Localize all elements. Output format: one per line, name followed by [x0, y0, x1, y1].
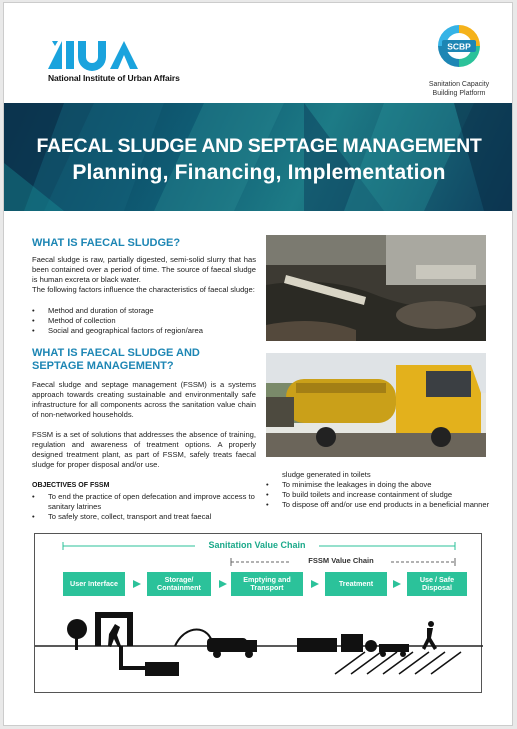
list-item: • Social and geographical factors of region/area	[32, 326, 256, 336]
sanitation-value-chain-title: Sanitation Value Chain	[208, 540, 306, 550]
objectives-list-left	[32, 492, 256, 522]
fssm-heading-line2: SEPTAGE MANAGEMENT?	[32, 360, 174, 372]
factors-intro: The following factors influence the characteristics of faecal sludge:	[32, 285, 255, 294]
what-is-fssm-heading	[32, 347, 256, 373]
list-item: • To dispose off and/or use end products in a beneficial manner	[266, 500, 492, 510]
what-is-faecal-sludge-heading: WHAT IS FAECAL SLUDGE?	[32, 237, 181, 249]
step-treatment: Treatment	[325, 572, 387, 596]
list-item: • Method and duration of storage	[32, 306, 256, 316]
objectives-title: OBJECTIVES OF FSSM	[32, 482, 110, 489]
niua-logo-mark	[48, 39, 144, 71]
scbp-caption	[424, 80, 494, 98]
list-item: • To safely store, collect, transport and treat faecal	[32, 512, 256, 522]
objectives-continuation: sludge generated in toilets	[282, 470, 371, 479]
fssm-value-chain-title: FSSM Value Chain	[308, 556, 374, 565]
scbp-logo	[424, 23, 494, 98]
fssm-heading-line1: WHAT IS FAECAL SLUDGE AND	[32, 347, 200, 359]
septic-tank-image	[266, 235, 486, 341]
title-banner	[4, 103, 513, 211]
scbp-caption-line1: Sanitation Capacity	[428, 81, 490, 88]
step-user-interface: User Interface	[63, 572, 125, 596]
scbp-caption-line2: Building Platform	[432, 90, 486, 97]
list-item: • Method of collection	[32, 316, 256, 326]
desludging-truck-image	[266, 353, 486, 457]
faecal-sludge-definition: Faecal sludge is raw, partially digested, semi-solid slurry that has been contained over a period of time. The source of faecal sludge is human excreta or black water.	[32, 255, 256, 284]
niua-caption: National Institute of Urban Affairs	[48, 73, 180, 83]
list-item: • To end the practice of open defecation and improve access to sanitary latrines	[32, 492, 256, 512]
step-storage-containment: Storage/ Containment	[147, 572, 211, 596]
fssm-solutions: FSSM is a set of solutions that addresses the absence of training, regulation and awareness of treatment options. A properly designed treatment plant, as part of FSSM, safely treats faecal sludge for proper disposal and/or use.	[32, 430, 256, 469]
list-item: • To minimise the leakages in doing the above	[266, 480, 492, 490]
niua-logo	[48, 39, 180, 83]
objectives-list-right	[266, 480, 492, 510]
brochure-page	[3, 2, 513, 726]
septic-tank-photo	[266, 235, 486, 341]
fssm-definition: Faecal sludge and septage management (FSSM) is a systems approach towards creating sustainable and environmentally safe infrastructure for all components across the sanitation value chain of non-networked households.	[32, 380, 256, 419]
step-emptying-transport: Emptying and Transport	[231, 572, 303, 596]
factors-list	[32, 306, 256, 336]
desludging-truck-photo	[266, 353, 486, 457]
value-chain-arrows	[35, 534, 483, 694]
list-item: • To build toilets and increase containment of sludge	[266, 490, 492, 500]
banner-title: FAECAL SLUDGE AND SEPTAGE MANAGEMENT	[36, 135, 482, 157]
sanitation-value-chain-diagram	[34, 533, 482, 693]
banner-subtitle: Planning, Financing, Implementation	[72, 161, 446, 184]
scbp-logo-mark	[436, 23, 482, 69]
scbp-badge-text: SCBP	[447, 41, 471, 52]
step-use-safe-disposal: Use / Safe Disposal	[407, 572, 467, 596]
